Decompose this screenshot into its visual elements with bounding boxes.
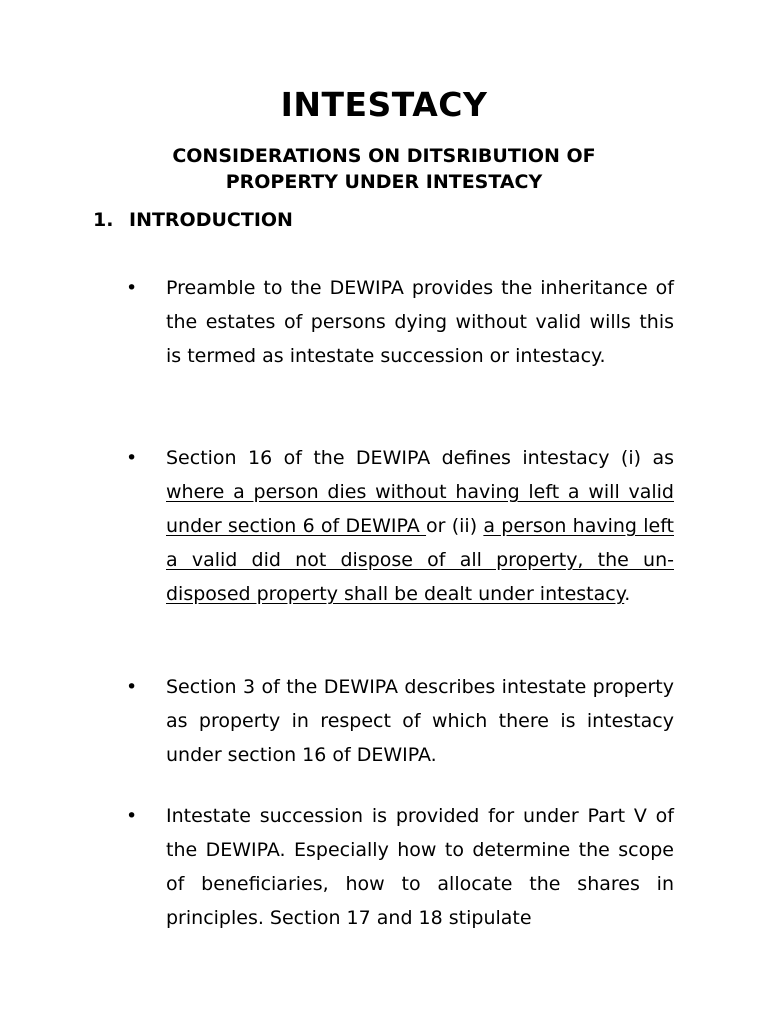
paragraph-text: or (ii) — [426, 515, 484, 537]
document-title: INTESTACY — [280, 85, 488, 124]
paragraph-text: . — [624, 583, 631, 605]
bullet-paragraph: Preamble to the DEWIPA provides the inheritance of the estates of persons dying without valid wills this is termed as intestate succession or intestacy. — [166, 277, 674, 367]
underlined-text: a person having left a valid did not dispose of all property, the un-disposed property shall be dealt under intestacy — [166, 515, 674, 605]
bullet-icon: • — [126, 805, 138, 827]
underlined-text: where a person dies without having left a will valid under section 6 of DEWIPA — [166, 481, 674, 537]
bullet-paragraph: Intestate succession is provided for under Part V of the DEWIPA. Especially how to determine the scope of beneficiaries, how to allocate the shares in principles. Section 17 and 18 stipulate — [166, 805, 674, 929]
paragraph-text: Section 16 of the DEWIPA defines intestacy (i) as — [166, 447, 674, 469]
bullet-icon: • — [126, 676, 138, 698]
section-heading — [93, 207, 293, 233]
section-title: INTRODUCTION — [129, 209, 293, 231]
bullet-icon: • — [126, 447, 138, 469]
bullet-paragraph: Section 3 of the DEWIPA describes intestate property as property in respect of which there is intestacy under section 16 of DEWIPA. — [166, 676, 674, 766]
document-subtitle: CONSIDERATIONS ON DITSRIBUTION OF PROPERTY UNDER INTESTACY — [172, 145, 596, 193]
section-number: 1. — [93, 209, 114, 231]
bullet-paragraph — [166, 441, 674, 611]
bullet-icon: • — [126, 277, 138, 299]
